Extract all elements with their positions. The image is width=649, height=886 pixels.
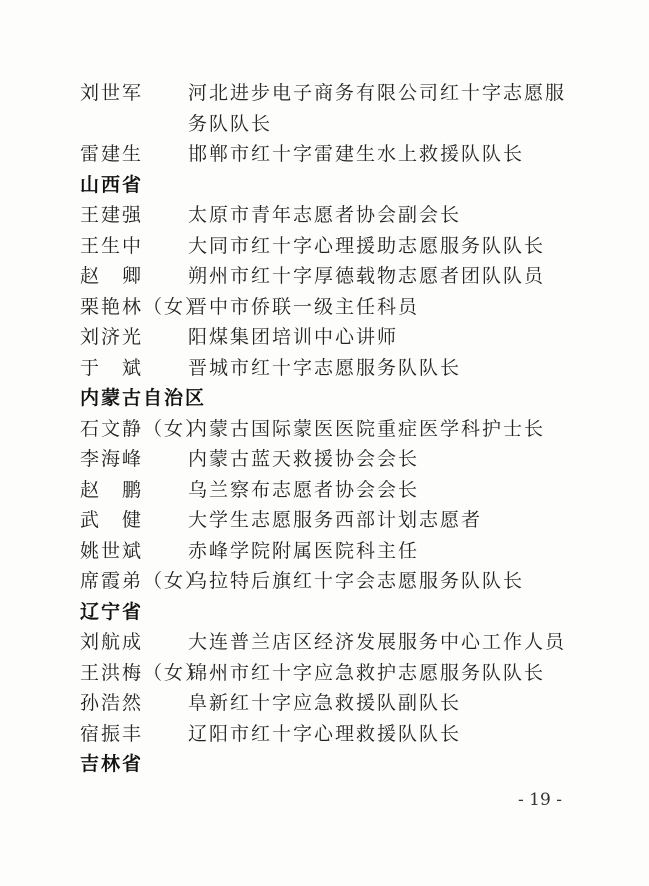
person-title: 乌拉特后旗红十字会志愿服务队队长 [188, 570, 525, 592]
roster-entry [80, 566, 580, 597]
roster-entry [80, 139, 580, 170]
roster-entry [80, 505, 580, 536]
person-title: 大学生志愿服务西部计划志愿者 [188, 509, 483, 531]
roster-entry [80, 627, 580, 658]
person-title: 大同市红十字心理援助志愿服务队队长 [188, 234, 546, 257]
roster-entry [80, 536, 580, 567]
person-name: 武 健 [80, 509, 144, 531]
person-name: 王洪梅（女） [80, 661, 207, 684]
person-title: 朔州市红十字厚德载物志愿者团队队员 [188, 265, 546, 287]
person-title: 内蒙古国际蒙医医院重症医学科护士长 [188, 417, 546, 440]
roster-entry [80, 231, 580, 262]
roster-entry [80, 444, 580, 475]
province-heading: 辽宁省 [80, 600, 144, 623]
person-title: 内蒙古蓝天救援协会会长 [188, 448, 420, 470]
person-title: 阜新红十字应急救援队副队长 [188, 692, 462, 714]
person-title: 大连普兰店区经济发展服务中心工作人员 [188, 631, 567, 653]
roster-entry [80, 200, 580, 231]
roster-entry [80, 658, 580, 689]
person-name: 于 斌 [80, 356, 144, 379]
person-name: 石文静（女） [80, 417, 207, 440]
person-name: 孙浩然 [80, 692, 144, 714]
person-name: 栗艳林（女） [80, 295, 207, 318]
person-title: 乌兰察布志愿者协会会长 [188, 478, 420, 501]
person-name: 席霞弟（女） [80, 570, 207, 592]
person-name: 王生中 [80, 234, 144, 257]
person-name: 刘世军 [80, 82, 144, 104]
roster-entry [80, 353, 580, 384]
person-title: 锦州市红十字应急救护志愿服务队队长 [188, 661, 546, 684]
person-name: 赵 卿 [80, 265, 144, 287]
roster-entry [80, 78, 580, 139]
person-name: 刘航成 [80, 631, 144, 653]
person-name: 宿振丰 [80, 722, 144, 745]
person-title: 河北进步电子商务有限公司红十字志愿服务队队长 [188, 82, 567, 135]
person-title: 邯郸市红十字雷建生水上救援队队长 [188, 143, 525, 165]
person-name: 李海峰 [80, 448, 144, 470]
person-name: 姚世斌 [80, 539, 144, 562]
person-title: 晋城市红十字志愿服务队队长 [188, 356, 462, 379]
person-title: 阳煤集团培训中心讲师 [188, 326, 399, 348]
province-heading: 吉林省 [80, 753, 144, 775]
roster-entry [80, 414, 580, 445]
roster-entry [80, 719, 580, 750]
roster-entry [80, 688, 580, 719]
person-name: 王建强 [80, 204, 144, 226]
roster-entry [80, 261, 580, 292]
person-name: 赵 鹏 [80, 478, 144, 501]
person-title: 赤峰学院附属医院科主任 [188, 539, 420, 562]
person-title: 晋中市侨联一级主任科员 [188, 295, 420, 318]
province-heading: 内蒙古自治区 [80, 387, 207, 409]
person-name: 雷建生 [80, 143, 144, 165]
roster-entry [80, 475, 580, 506]
roster-list [80, 78, 580, 780]
person-title: 太原市青年志愿者协会副会长 [188, 204, 462, 226]
page-number: - 19 - [518, 790, 562, 810]
person-name: 刘济光 [80, 326, 144, 348]
province-heading: 山西省 [80, 173, 144, 196]
roster-entry [80, 322, 580, 353]
person-title: 辽阳市红十字心理救援队队长 [188, 722, 462, 745]
roster-entry [80, 292, 580, 323]
